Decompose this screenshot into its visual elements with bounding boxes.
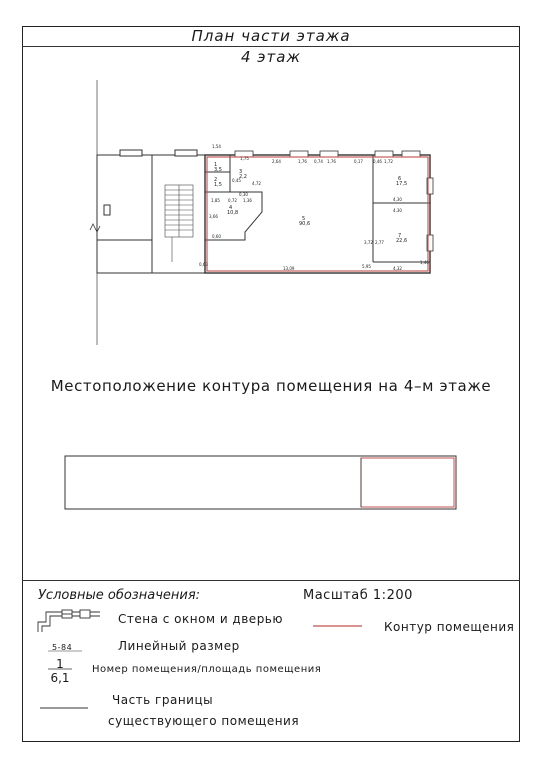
dim-label: 0,30 [239,192,248,197]
linear-sample: 5-84 [52,643,73,652]
room-number: 2 [214,177,218,183]
floor-label: 4 этаж [241,48,301,66]
border-label-line1: Часть границы [112,693,214,707]
contour-label: Контур помещения [384,620,515,634]
dim-label: 0,74 [314,159,323,164]
dim-label: 1,76 [327,159,336,164]
plan-title: План части этажа [191,27,351,45]
room-number: 6 [398,176,402,182]
room-number: 4 [229,205,233,211]
dim-label: 1,76 [298,159,307,164]
dim-label: 4,30 [393,197,402,202]
dimension-labels [199,144,429,271]
dim-label: 5,95 [362,264,371,269]
dim-label: 3,66 [209,214,218,219]
dim-label: 1,46 [420,260,429,265]
room-area: 10,8 [227,210,239,216]
dim-label: 0,45 [232,178,241,183]
stairwell [165,185,193,262]
dim-label: 13,09 [283,266,295,271]
dim-label: 3,72 [364,240,373,245]
dim-label: 1,72 [384,159,393,164]
border-label-line2: существующего помещения [108,714,300,728]
window-marks [235,151,433,251]
wall-symbol [38,610,100,632]
room-label: Номер помещения/площадь помещения [92,664,322,675]
dim-label: 1,54 [212,144,221,149]
dim-label: 0,46 [373,159,382,164]
dim-label: 2,77 [375,240,384,245]
room-area: 1,5 [214,182,222,188]
dim-label: 1,85 [211,198,220,203]
dim-label: 0,17 [354,159,363,164]
dim-label: 1,36 [243,198,252,203]
linear-label: Линейный размер [118,639,240,653]
legend-divider [22,580,520,581]
dim-label: 4,32 [393,266,402,271]
room-number: 3 [239,169,243,175]
location-caption: Местоположение контура помещения на 4–м этаже [50,377,492,395]
legend-heading: Условные обозначения: [38,588,201,603]
location-contour [361,458,454,507]
dim-label: 4,72 [252,181,261,186]
wall-label: Стена с окном и дверью [118,612,283,626]
dim-label: 0,72 [228,198,237,203]
dim-label: 2,64 [272,159,281,164]
room-number: 7 [398,233,402,239]
scale-label: Масштаб 1:200 [303,588,413,603]
dim-label: 4,30 [393,208,402,213]
room-area: 2,2 [239,174,247,180]
room-area: 3,5 [214,167,222,173]
room-area: 17,5 [396,181,408,187]
room-number: 5 [302,216,306,222]
room-number: 1 [214,162,218,168]
room-area: 90,6 [299,221,311,227]
room-number-sample: 1 [56,657,64,671]
room-area: 22,6 [396,238,408,244]
break-mark [90,224,100,232]
adjacent-block [97,150,205,273]
dim-label: 0,60 [212,234,221,239]
room-area-sample: 6,1 [50,671,70,685]
dim-label: 1,75 [240,156,249,161]
dim-label: 0,63 [199,262,208,267]
floor-outline [65,456,456,509]
